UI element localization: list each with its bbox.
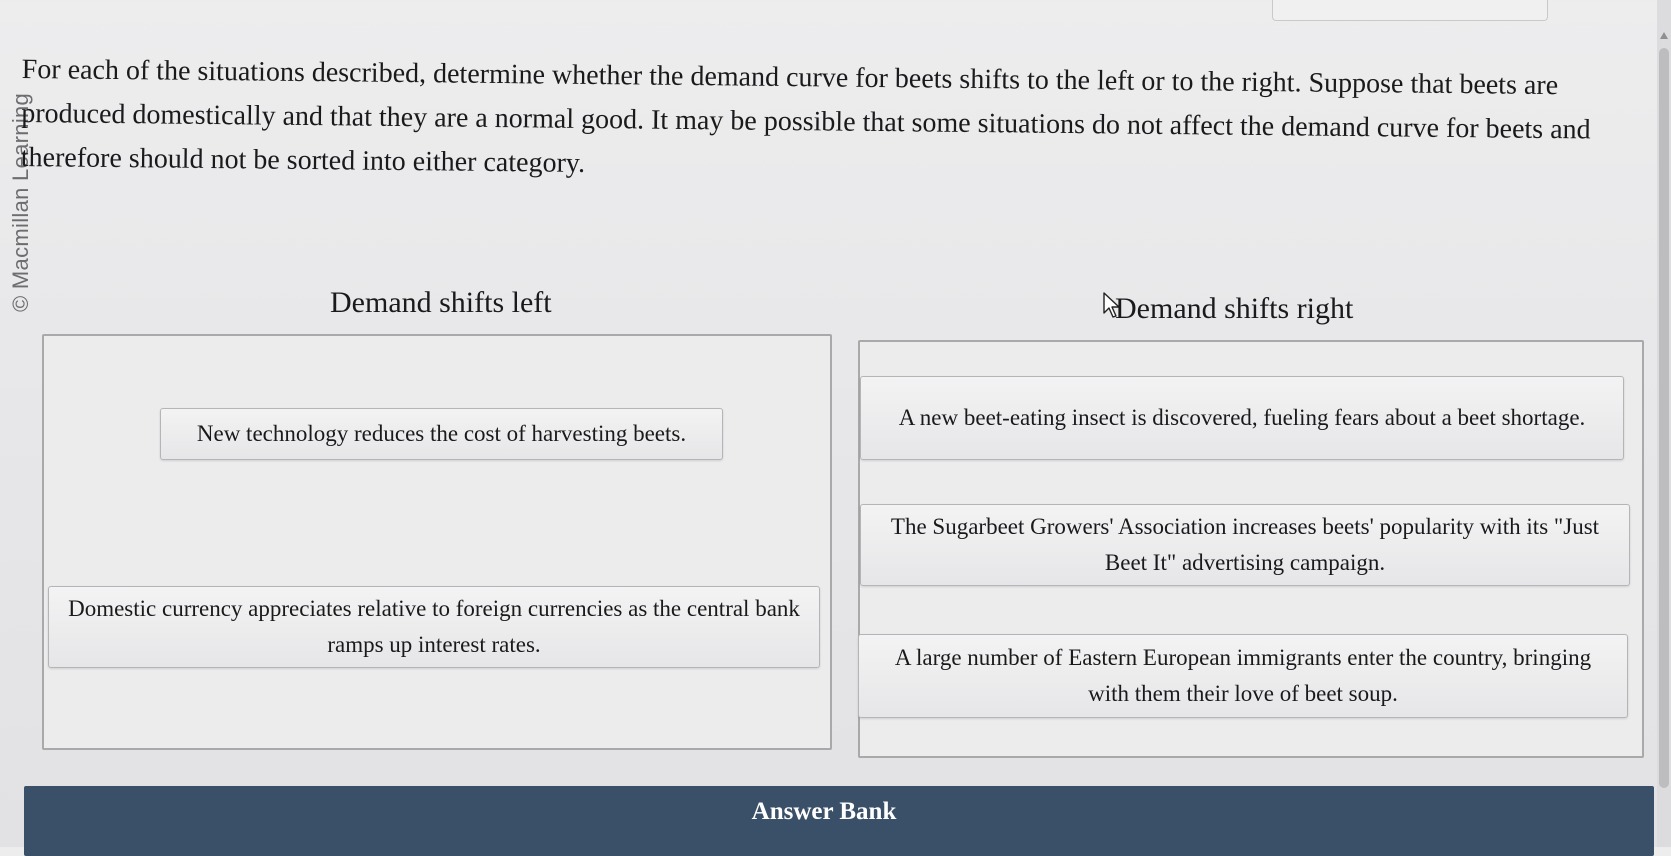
card-text: The Sugarbeet Growers' Association increases beets' popularity with its "Just Beet It" advertising campaign. — [890, 514, 1600, 575]
scroll-up-arrow-icon[interactable] — [1660, 32, 1668, 39]
drop-zone-shifts-left[interactable] — [42, 334, 832, 750]
draggable-card[interactable] — [860, 504, 1630, 586]
scrollbar-thumb[interactable] — [1659, 48, 1669, 788]
category-title-left: Demand shifts left — [330, 286, 552, 319]
category-title-right: Demand shifts right — [1115, 292, 1354, 325]
answer-bank-label: Answer Bank — [751, 798, 897, 825]
scrollbar[interactable] — [1657, 0, 1671, 847]
draggable-card[interactable] — [858, 634, 1628, 718]
answer-bank-header — [24, 786, 1654, 856]
copyright-watermark: © Macmillan Learning — [8, 92, 33, 312]
card-text: A large number of Eastern European immigrants enter the country, bringing with them their love of beet soup. — [894, 645, 1592, 706]
question-instructions — [21, 48, 1647, 197]
draggable-card[interactable] — [860, 376, 1624, 460]
card-text: A new beet-eating insect is discovered, fueling fears about a beet shortage. — [898, 405, 1586, 430]
card-text: Domestic currency appreciates relative to foreign currencies as the central bank ramps up interest rates. — [68, 596, 800, 657]
instructions-text: For each of the situations described, determine whether the demand curve for beets shifts to the left or to the right. Suppose that beets are produced domestically and that they are a normal good. It may be possible that some situations do not affect the demand curve for beets and therefore should not be sorted into either category. — [20, 53, 1591, 179]
top-tab[interactable] — [1272, 0, 1548, 21]
draggable-card[interactable] — [48, 586, 820, 668]
card-text: New technology reduces the cost of harvesting beets. — [196, 421, 687, 446]
draggable-card[interactable] — [160, 408, 723, 460]
